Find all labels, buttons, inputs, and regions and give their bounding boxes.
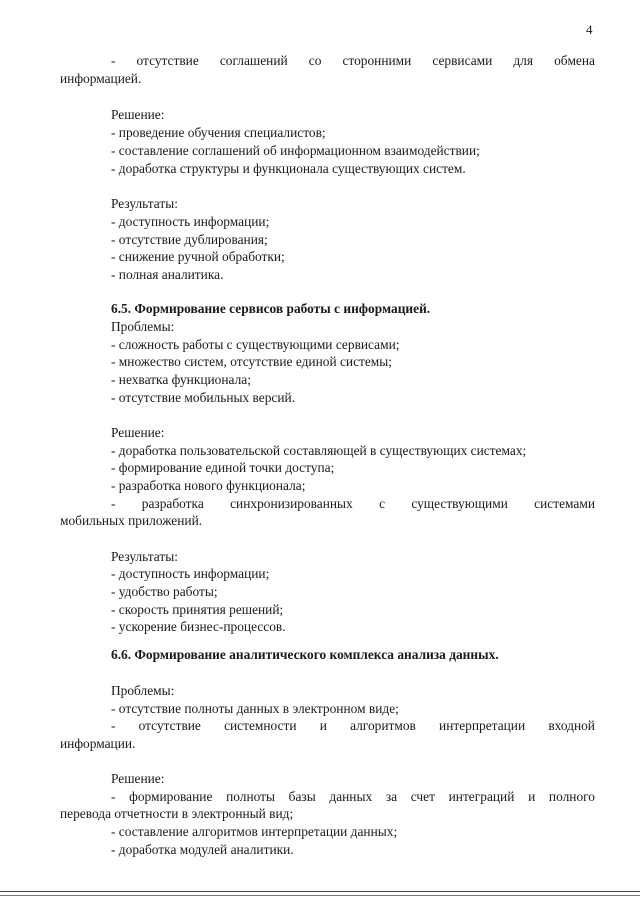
word: - xyxy=(111,53,116,68)
word: данных xyxy=(329,789,373,804)
word: сервисами xyxy=(432,53,493,68)
footer-rule xyxy=(0,891,640,892)
list-item: - проведение обучения специалистов; xyxy=(111,125,326,140)
list-item: - отсутствие мобильных версий. xyxy=(111,390,296,405)
word: - xyxy=(111,718,116,733)
word: счет xyxy=(410,789,435,804)
list-item: - составление соглашений об информационном взаимодействии; xyxy=(111,143,480,158)
paragraph-line xyxy=(111,52,595,69)
footer-rule xyxy=(0,895,640,896)
list-item: - полная аналитика. xyxy=(111,267,224,282)
word: соглашений xyxy=(219,53,288,68)
word: отсутствие xyxy=(136,53,199,68)
list-item xyxy=(111,788,595,805)
word: формирование xyxy=(129,789,213,804)
list-item: - доступность информации; xyxy=(111,214,270,229)
section-label: Проблемы: xyxy=(111,683,175,698)
list-item: - ускорение бизнес-процессов. xyxy=(111,619,286,634)
section-heading: 6.6. Формирование аналитического комплекса анализа данных. xyxy=(111,647,499,662)
word: входной xyxy=(548,718,595,733)
list-item: - доработка модулей аналитики. xyxy=(111,842,294,857)
list-item: - удобство работы; xyxy=(111,584,218,599)
list-item xyxy=(111,717,595,734)
section-label: Решение: xyxy=(111,107,165,122)
list-item: - отсутствие полноты данных в электронном виде; xyxy=(111,701,399,716)
word: обмена xyxy=(554,53,595,68)
section-label: Проблемы: xyxy=(111,319,175,334)
word: разработка xyxy=(141,496,204,511)
word: с xyxy=(379,496,386,511)
word: базы xyxy=(288,789,316,804)
list-item: - доступность информации; xyxy=(111,566,270,581)
list-item: - сложность работы с существующими сервисами; xyxy=(111,337,400,352)
word: алгоритмов xyxy=(350,718,416,733)
word: системности xyxy=(224,718,297,733)
list-item: - множество систем, отсутствие единой системы; xyxy=(111,354,392,369)
section-label: Решение: xyxy=(111,771,165,786)
word: для xyxy=(513,53,534,68)
section-label: Результаты: xyxy=(111,196,178,211)
list-item: - разработка нового функционала; xyxy=(111,478,306,493)
word: полного xyxy=(548,789,595,804)
word: полноты xyxy=(226,789,275,804)
word: - xyxy=(111,789,116,804)
section-label: Решение: xyxy=(111,425,165,440)
list-item xyxy=(111,495,595,512)
page-number: 4 xyxy=(586,22,593,37)
word: со xyxy=(308,53,322,68)
list-item: - составление алгоритмов интерпретации данных; xyxy=(111,824,398,839)
word: отсутствие xyxy=(138,718,201,733)
word: и xyxy=(319,718,327,733)
word: - xyxy=(111,496,116,511)
word: интерпретации xyxy=(439,718,526,733)
word: сторонними xyxy=(342,53,412,68)
list-item: - доработка структуры и функционала существующих систем. xyxy=(111,161,466,176)
word: и xyxy=(528,789,536,804)
paragraph-line: информацией. xyxy=(60,71,142,86)
list-item: - нехватка функционала; xyxy=(111,372,251,387)
list-item: - снижение ручной обработки; xyxy=(111,249,285,264)
paragraph-line: информации. xyxy=(60,736,136,751)
paragraph-line: мобильных приложений. xyxy=(60,513,203,528)
word: за xyxy=(385,789,398,804)
list-item: - доработка пользовательской составляющей в существующих системах; xyxy=(111,443,527,458)
section-heading: 6.5. Формирование сервисов работы с информацией. xyxy=(111,301,431,316)
list-item: - отсутствие дублирования; xyxy=(111,232,268,247)
section-label: Результаты: xyxy=(111,549,178,564)
word: системами xyxy=(534,496,595,511)
word: синхронизированных xyxy=(230,496,353,511)
word: интеграций xyxy=(448,789,515,804)
word: существующими xyxy=(411,496,508,511)
list-item: - скорость принятия решений; xyxy=(111,602,284,617)
list-item: - формирование единой точки доступа; xyxy=(111,460,335,475)
paragraph-line: перевода отчетности в электронный вид; xyxy=(60,806,294,821)
